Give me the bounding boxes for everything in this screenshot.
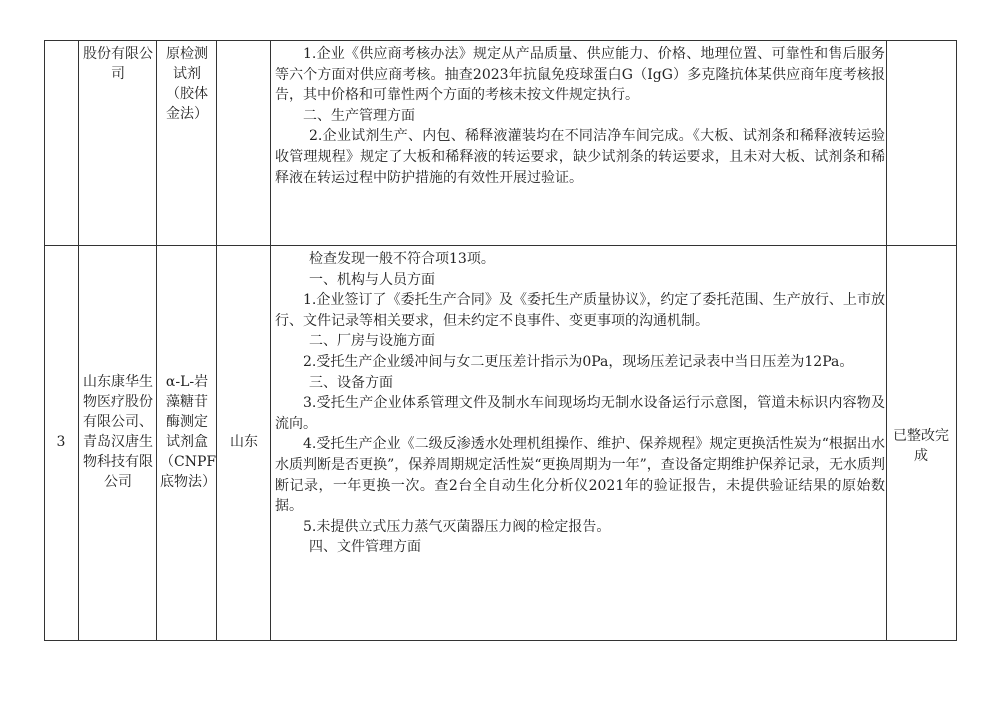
row3-company: 山东康华生物医疗股份有限公司、青岛汉唐生物科技有限公司 bbox=[83, 374, 153, 490]
row3-line-7: 3.受托生产企业体系管理文件及制水车间现场均无制水设备运行示意图，管道未标识内容物及流向。 bbox=[275, 395, 885, 432]
table-border-left bbox=[44, 40, 45, 640]
row3-province: 山东 bbox=[230, 434, 258, 450]
table-border-right bbox=[956, 40, 957, 640]
row3-line-1: 检查发现一般不符合项13项。 bbox=[309, 251, 495, 267]
col-divider-2 bbox=[156, 40, 157, 640]
prev-row-product: 原检测试剂（胶体金法） bbox=[166, 46, 208, 122]
row3-line-4: 二、厂房与设施方面 bbox=[309, 333, 435, 350]
prev-line-2: 二、生产管理方面 bbox=[303, 107, 415, 124]
prev-line-3: 2.企业试剂生产、内包、稀释液灌装均在不同洁净车间完成。《大板、试剂条和稀释液转运验收管理规程》规定了大板和稀释液的转运要求，缺少试剂条的转运要求，且未对大板、试剂条和稀释液在转运过程中防护措施的有效性开展过验证。 bbox=[275, 128, 885, 186]
col-divider-4 bbox=[270, 40, 271, 640]
row3-status: 已整改完成 bbox=[893, 428, 949, 464]
row3-line-5: 2.受托生产企业缓冲间与女二更压差计指示为0Pa，现场压差记录表中当日压差为12Pa。 bbox=[303, 353, 854, 370]
prev-row-content bbox=[275, 44, 885, 188]
col-divider-1 bbox=[78, 40, 79, 640]
table-border-bottom bbox=[44, 640, 957, 641]
row3-line-6: 三、设备方面 bbox=[309, 374, 393, 391]
prev-line-1: 1.企业《供应商考核办法》规定从产品质量、供应能力、价格、地理位置、可靠性和售后服务等六个方面对供应商考核。抽查2023年抗鼠免疫球蛋白G（IgG）多克隆抗体某供应商年度考核报告，其中价格和可靠性两个方面的考核未按文件规定执行。 bbox=[275, 46, 885, 104]
row3-line-9: 5.未提供立式压力蒸气灭菌器压力阀的检定报告。 bbox=[303, 518, 611, 535]
row3-content bbox=[275, 249, 885, 558]
row3-product: α-L-岩藻糖苷酶测定试剂盒（CNPF底物法） bbox=[160, 374, 217, 490]
row3-line-2: 一、机构与人员方面 bbox=[309, 271, 435, 288]
table-border-top bbox=[44, 40, 957, 41]
col-divider-5 bbox=[886, 40, 887, 640]
row-divider bbox=[44, 245, 957, 246]
col-divider-3 bbox=[216, 40, 217, 640]
row3-number: 3 bbox=[56, 434, 66, 450]
row3-line-3: 1.企业签订了《委托生产合同》及《委托生产质量协议》，约定了委托范围、生产放行、上市放行、文件记录等相关要求，但未约定不良事件、变更事项的沟通机制。 bbox=[275, 292, 885, 329]
row3-line-8: 4.受托生产企业《二级反渗透水处理机组操作、维护、保养规程》规定更换活性炭为“根据出水水质判断是否更换”，保养周期规定活性炭“更换周期为一年”，查设备定期维护保养记录，无水质判断记录，一年更换一次。查2台全自动生化分析仪2021年的验证报告，未提供验证结果的原始数据。 bbox=[275, 436, 885, 515]
row3-line-10: 四、文件管理方面 bbox=[309, 539, 421, 556]
prev-row-company: 股份有限公司 bbox=[83, 46, 153, 82]
